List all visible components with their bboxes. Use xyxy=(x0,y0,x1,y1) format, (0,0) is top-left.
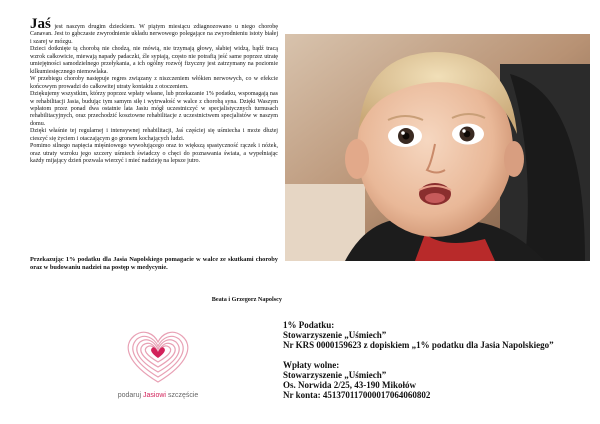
logo-word-jasiowi: Jasiowi xyxy=(143,392,166,399)
story-paragraph-2: Dzieci dotknięte tą chorobą nie chodzą, nie mówią, nie trzymają głowy, słabiej widzą, bądź tracą wzrok całkowicie, miewają napady padaczki, źle sypiają, często nie potrafią jeść same poprzez utratę umiejętności samodzielnego przełykania, a ich ogólny rozwój fizyczny jest zatrzymany na poziomie kilkumiesięcznego niemowlaka. xyxy=(30,46,278,75)
story-text xyxy=(30,18,278,166)
story-paragraph-6: Pomimo silnego napięcia mięśniowego wywołującego oraz to większą spastyczność rączek i nóżek, oraz utraty wzroku jego szczery uśmiech świadczy o chęci do poznawania świata, a wypełniając każdy mijający dzień pozwala wierzyć i mieć nadzieję na lepsze jutro. xyxy=(30,143,278,165)
story-paragraph-3: W przebiegu choroby następuje regres związany z niszczeniem włókien nerwowych, co w efekcie końcowym prowadzi do całkowitej utraty kontaktu z otoczeniem. xyxy=(30,76,278,90)
logo-word-szczescie: szczęście xyxy=(167,392,199,399)
donation-heading: Wpłaty wolne: xyxy=(283,360,340,370)
story-paragraph-1-rest: jest naszym drugim dzieckiem. W piątym miesiącu zdiagnozowano u niego chorobę Canavan. Jest to gąbczaste zwyrodnienie układu nerwowego polegające na zwyrodnieniu istoty białej i szarej w mózgu. xyxy=(30,24,278,45)
tax-organization: Stowarzyszenie „Uśmiech” xyxy=(283,330,387,340)
section-gap xyxy=(283,350,593,360)
logo xyxy=(108,322,208,408)
story-paragraph-5: Dzięki właśnie tej regularnej i intensywnej rehabilitacji, Jaś częściej się uśmiecha i może dłużej cieszyć się życiem i otaczającym go gronem kochających ludzi. xyxy=(30,128,278,142)
story-paragraph-4: Dziękujemy wszystkim, którzy poprzez wpłaty własne, lub przekazanie 1% podatku, wspomagają nas w rehabilitacji Jasia, budując tym samym siłę i wytrwałość w walce z chorobą syna. Dzięki Waszym wpłatom przez ponad dwa ostatnie lata Jasiu mógł uczestniczyć w specjalistycznych turnusach rehabilitacyjnych, oraz przechodzić kosztowne rehabilitacje z uczestnictwem specjalistów w naszym domu. xyxy=(30,91,278,127)
bank-details xyxy=(283,320,593,400)
appeal-text: Przekazując 1% podatku dla Jasia Napolskiego pomagacie w walce ze skutkami choroby oraz w budowaniu nadziei na postęp w medycynie. xyxy=(30,256,278,272)
tax-krs-number: Nr KRS 0000159623 z dopiskiem „1% podatku dla Jasia Napolskiego” xyxy=(283,340,554,350)
heart-logo-icon xyxy=(108,322,208,392)
logo-word-podaruj: podaruj xyxy=(117,392,142,399)
lead-word: Jaś xyxy=(30,16,51,32)
logo-caption xyxy=(108,392,208,399)
donation-address: Os. Norwida 2/25, 43-190 Mikołów xyxy=(283,380,417,390)
child-photo-illustration xyxy=(285,34,590,261)
story-paragraph-1 xyxy=(30,18,278,46)
child-photo xyxy=(285,34,590,261)
donation-organization: Stowarzyszenie „Uśmiech” xyxy=(283,370,387,380)
signature: Beata i Grzegorz Napolscy xyxy=(211,296,282,303)
donation-account-number: Nr konta: 45137011700001706406080​2 xyxy=(283,390,431,400)
tax-heading: 1% Podatku: xyxy=(283,320,335,330)
